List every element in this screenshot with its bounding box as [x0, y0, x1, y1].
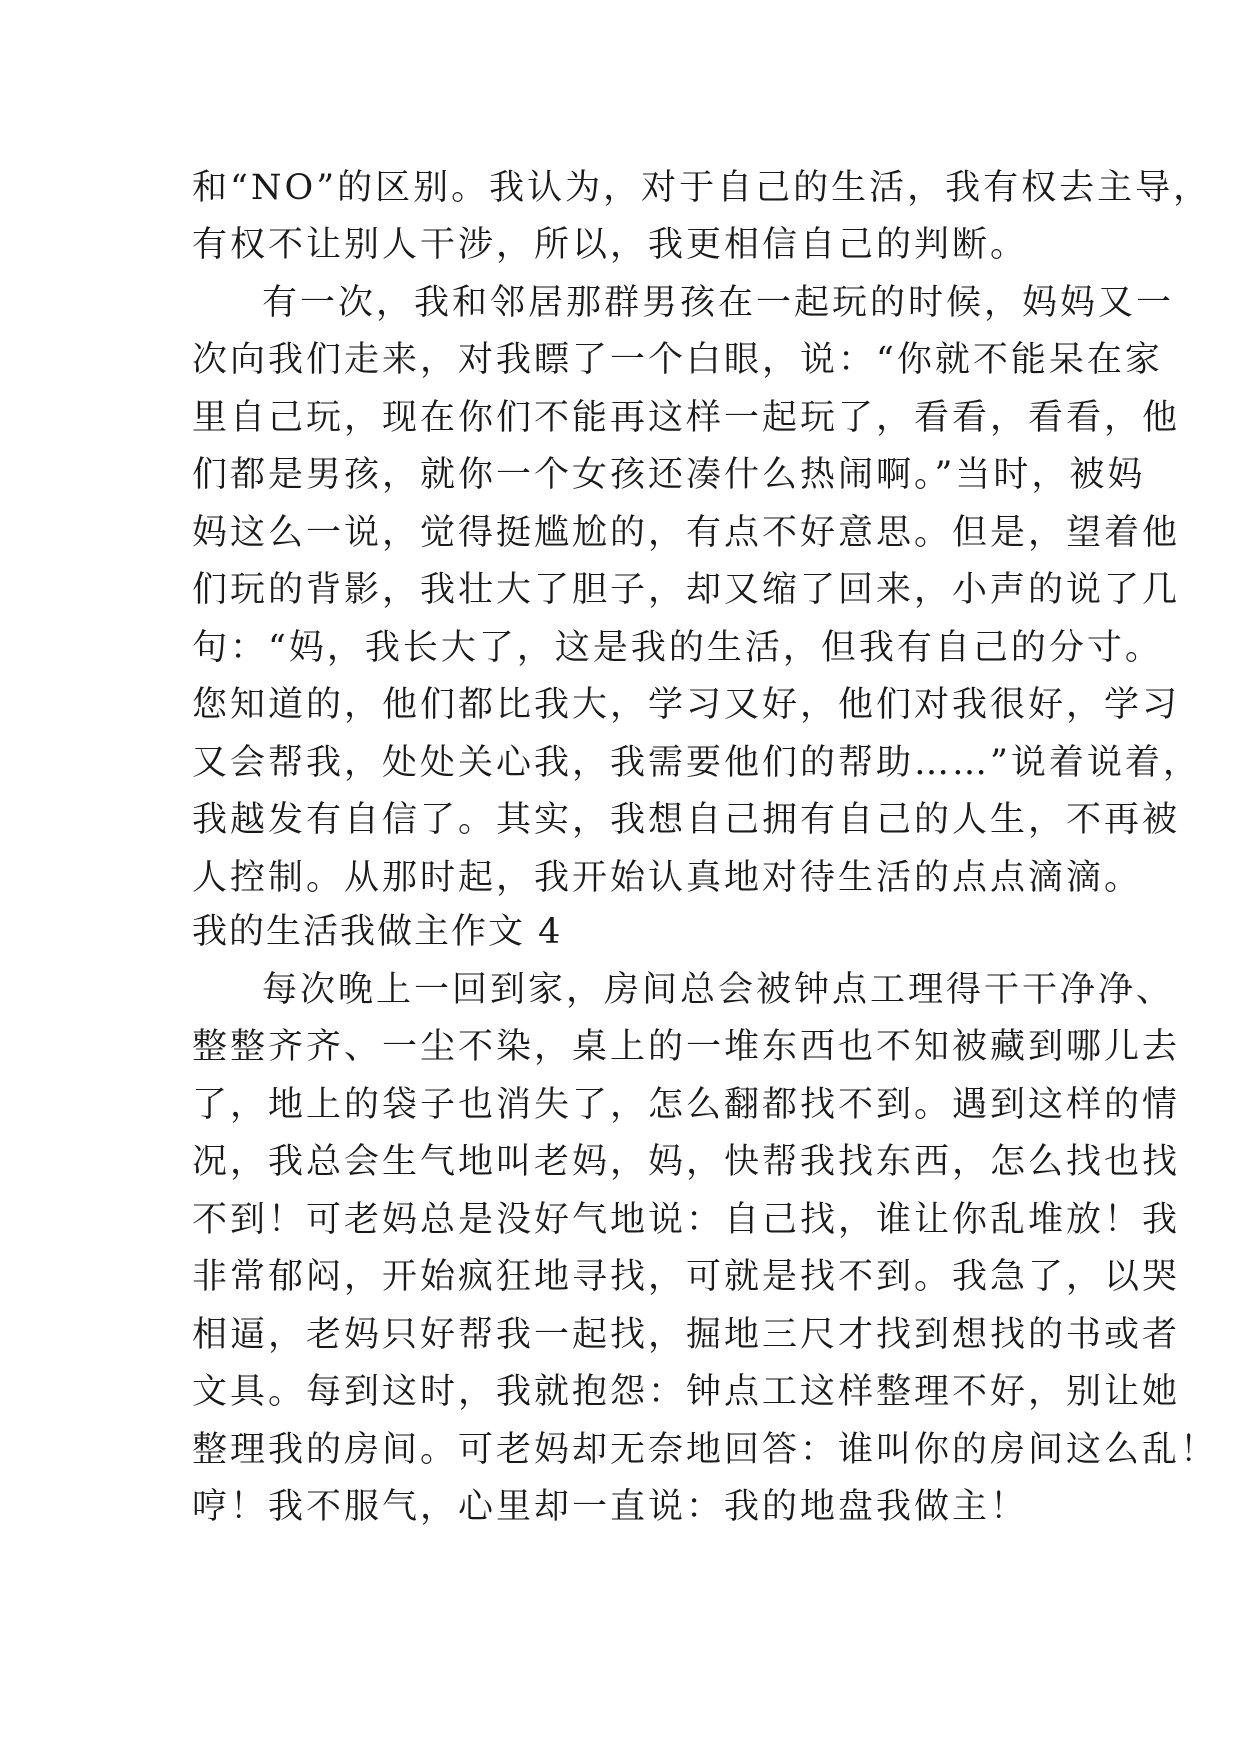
text-line: 有权不让别人干涉，所以，我更相信自己的判断。: [192, 225, 1029, 265]
text-line: 我越发有自信了。其实，我想自己拥有自己的人生，不再被: [192, 800, 1181, 840]
paragraph-first-line: 有一次，我和邻居那群男孩在一起玩的时候，妈妈又一: [262, 283, 1175, 323]
text-line: 次向我们走来，对我瞟了一个白眼，说：“你就不能呆在家: [192, 340, 1163, 380]
text-line: 非常郁闷，开始疯狂地寻找，可就是找不到。我急了，以哭: [192, 1257, 1181, 1297]
text-line: 和“NO”的区别。我认为，对于自己的生活，我有权去主导，: [192, 168, 1212, 208]
text-line: 们都是男孩，就你一个女孩还凑什么热闹啊。”当时，被妈: [192, 455, 1146, 495]
paragraph-first-line: 每次晚上一回到家，房间总会被钟点工理得干干净净、: [262, 970, 1175, 1010]
text-line: 里自己玩，现在你们不能再这样一起玩了，看看，看看，他: [192, 398, 1181, 438]
text-line: 文具。每到这时，我就抱怨：钟点工这样整理不好，别让她: [192, 1372, 1181, 1412]
text-line: 您知道的，他们都比我大，学习又好，他们对我很好，学习: [192, 685, 1181, 725]
section-title: 我的生活我做主作文 4: [192, 912, 563, 952]
text-line: 整整齐齐、一尘不染，桌上的一堆东西也不知被藏到哪儿去: [192, 1027, 1181, 1067]
text-line: 们玩的背影，我壮大了胆子，却又缩了回来，小声的说了几: [192, 570, 1181, 610]
text-line: 哼！我不服气，心里却一直说：我的地盘我做主！: [192, 1487, 1029, 1527]
text-line: 句：“妈，我长大了，这是我的生活，但我有自己的分寸。: [192, 628, 1163, 668]
text-line: 不到！可老妈总是没好气地说：自己找，谁让你乱堆放！我: [192, 1200, 1181, 1240]
text-line: 况，我总会生气地叫老妈，妈，快帮我找东西，怎么找也找: [192, 1142, 1181, 1182]
text-line: 妈这么一说，觉得挺尴尬的，有点不好意思。但是，望着他: [192, 513, 1181, 553]
text-line: 整理我的房间。可老妈却无奈地回答：谁叫你的房间这么乱！: [192, 1430, 1219, 1470]
text-line: 了，地上的袋子也消失了，怎么翻都找不到。遇到这样的情: [192, 1085, 1181, 1125]
text-line: 相逼，老妈只好帮我一起找，掘地三尺才找到想找的书或者: [192, 1315, 1181, 1355]
text-line: 人控制。从那时起，我开始认真地对待生活的点点滴滴。: [192, 858, 1143, 898]
text-line: 又会帮我，处处关心我，我需要他们的帮助……”说着说着，: [192, 743, 1201, 783]
